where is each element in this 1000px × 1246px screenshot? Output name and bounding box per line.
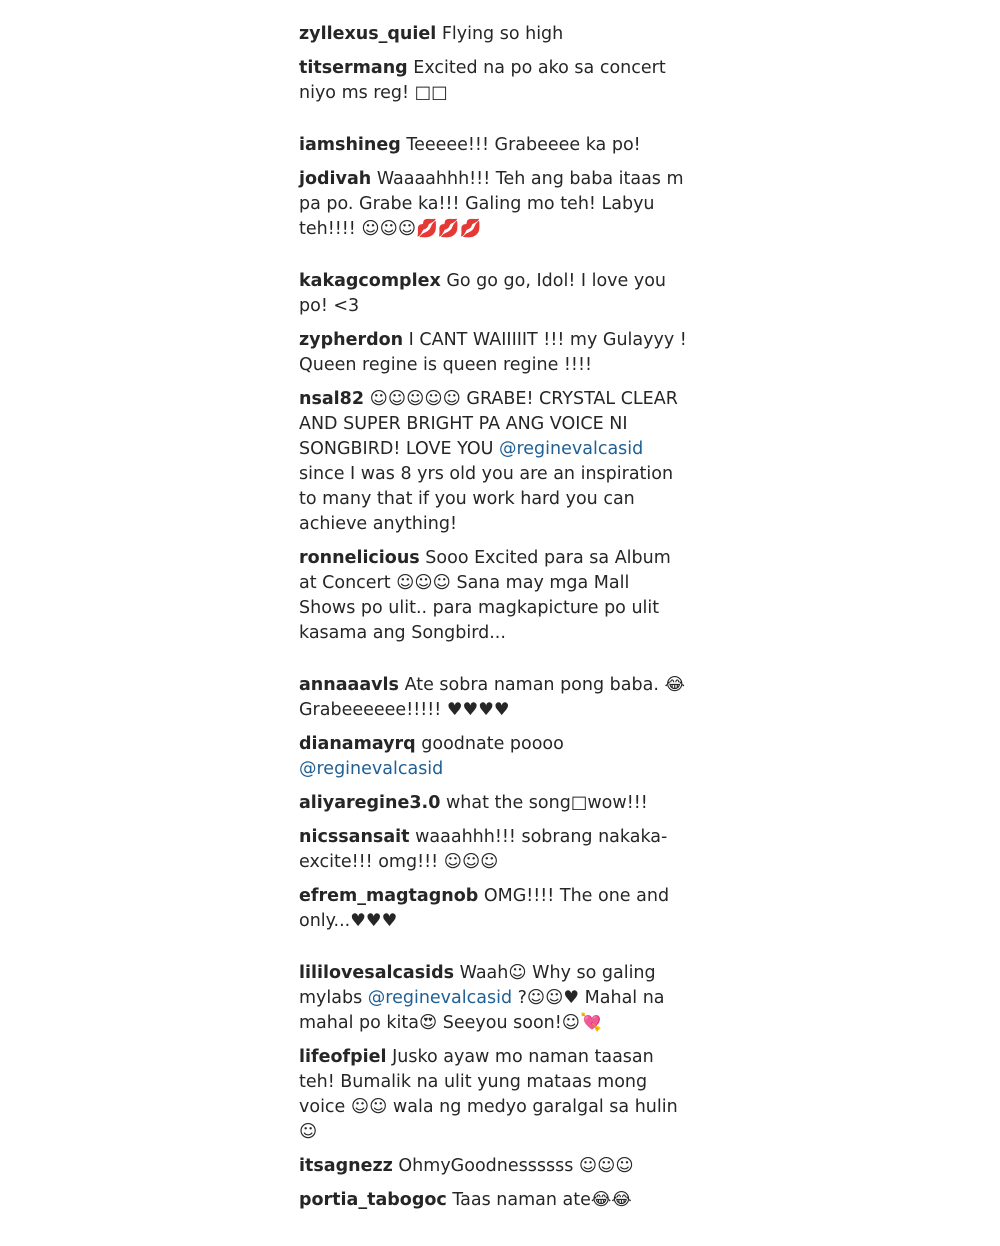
comment-username-link[interactable]: zypherdon	[299, 330, 404, 350]
comment-item	[299, 546, 687, 646]
comment-item	[299, 732, 687, 782]
comment-text: Taas naman ate😂😂	[452, 1190, 632, 1210]
comment-username-link[interactable]: lifeofpiel	[299, 1047, 387, 1067]
comment-text: Sooo Excited para sa Album at Concert ☺☺☺ Sana may mga Mall Shows po ulit.. para magkapicture po ulit kasama ang Songbird...	[299, 548, 671, 643]
comment-item	[299, 22, 687, 47]
comment-text: Excited na po ako sa concert niyo ms reg! □□	[299, 58, 666, 103]
comment-text: ?☺☺♥ Mahal na mahal po kita😍 Seeyou soon!☺💘	[299, 988, 665, 1033]
comment-username-link[interactable]: efrem_magtagnob	[299, 886, 479, 906]
comment-item	[299, 884, 687, 934]
comment-username-link[interactable]: aliyaregine3.0	[299, 793, 441, 813]
comment-username-link[interactable]: iamshineg	[299, 135, 401, 155]
comment-username-link[interactable]: titsermang	[299, 58, 408, 78]
comment-item	[299, 961, 687, 1036]
comment-item	[299, 269, 687, 319]
comment-text: what the song□wow!!!	[445, 793, 648, 813]
comment-text: ☺☺☺☺☺ GRABE! CRYSTAL CLEAR AND SUPER BRIGHT PA ANG VOICE NI SONGBIRD! LOVE YOU	[299, 389, 678, 459]
comment-text: Waah☺ Why so galing mylabs	[299, 963, 656, 1008]
comment-text: I CANT WAIIIIIT !!! my Gulayyy ! Queen regine is queen regine !!!!	[299, 330, 687, 375]
comment-text: Jusko ayaw mo naman taasan teh! Bumalik na ulit yung mataas mong voice ☺☺ wala ng medyo garalgal sa hulin ☺	[299, 1047, 678, 1142]
comment-text: goodnate poooo	[421, 734, 564, 754]
comment-username-link[interactable]: portia_tabogoc	[299, 1190, 447, 1210]
comment-item	[299, 1045, 687, 1145]
comment-username-link[interactable]: annaaavls	[299, 675, 399, 695]
comment-item	[299, 387, 687, 537]
comment-item	[299, 791, 687, 816]
mention-link[interactable]: @reginevalcasid	[498, 439, 644, 459]
mention-link[interactable]: @reginevalcasid	[299, 759, 444, 779]
comment-username-link[interactable]: zyllexus_quiel	[299, 24, 437, 44]
comment-item	[299, 133, 687, 158]
comment-text: waaahhh!!! sobrang nakaka-excite!!! omg!!! ☺☺☺	[299, 827, 668, 872]
comment-list	[299, 22, 687, 1222]
comment-username-link[interactable]: nsal82	[299, 389, 365, 409]
comment-item	[299, 328, 687, 378]
comment-username-link[interactable]: dianamayrq	[299, 734, 416, 754]
comment-username-link[interactable]: lililovesalcasids	[299, 963, 455, 983]
comment-text: Go go go, Idol! I love you po! <3	[299, 271, 667, 316]
comment-item	[299, 56, 687, 106]
comment-item	[299, 1154, 687, 1179]
comment-item	[299, 167, 687, 242]
comment-text: OMG!!!! The one and only...♥♥♥	[299, 886, 670, 931]
comment-username-link[interactable]: kakagcomplex	[299, 271, 441, 291]
comment-item	[299, 673, 687, 723]
comment-text: Teeeee!!! Grabeeee ka po!	[406, 135, 641, 155]
comment-text: Ate sobra naman pong baba. 😂 Grabeeeeee!!!!! ♥♥♥♥	[299, 675, 685, 720]
comment-text: Flying so high	[441, 24, 564, 44]
comment-text: Waaaahhh!!! Teh ang baba itaas m pa po. Grabe ka!!! Galing mo teh! Labyu teh!!!! ☺☺☺💋💋💋	[299, 169, 684, 239]
comment-text: since I was 8 yrs old you are an inspiration to many that if you work hard you can achieve anything!	[299, 464, 674, 534]
comment-username-link[interactable]: nicssansait	[299, 827, 410, 847]
comment-username-link[interactable]: ronnelicious	[299, 548, 420, 568]
comment-username-link[interactable]: itsagnezz	[299, 1156, 393, 1176]
mention-link[interactable]: @reginevalcasid	[367, 988, 513, 1008]
comment-text: OhmyGoodnessssss ☺☺☺	[398, 1156, 634, 1176]
comment-username-link[interactable]: jodivah	[299, 169, 372, 189]
comment-item	[299, 825, 687, 875]
comment-item	[299, 1188, 687, 1213]
